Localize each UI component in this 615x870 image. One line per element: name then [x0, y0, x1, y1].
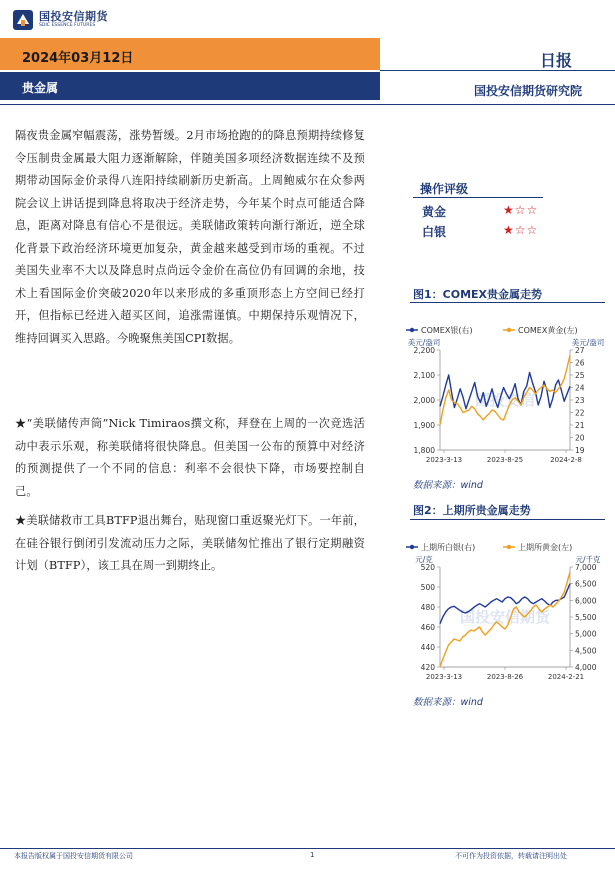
fig1-right-axis-label: 美元/盎司 [571, 338, 605, 347]
fig2-right-tick-label: 6,000 [575, 596, 597, 606]
institute-name: 国投安信期货研究院 [474, 84, 583, 98]
fig1-legend-label-0: COMEX银(右) [421, 326, 473, 335]
report-category: 贵金属 [22, 81, 59, 95]
fig2-right-tick-label: 5,000 [575, 629, 597, 639]
header-bottom-rule [0, 104, 615, 105]
rating-item-silver-label: 白银 [422, 225, 447, 239]
fig2-right-tick-label: 7,000 [575, 563, 597, 572]
fig2-right-axis-label: 元/千克 [575, 555, 601, 564]
fig2-watermark: 国投安信期货 [459, 608, 551, 626]
fig1-x-tick-label: 2023-8-25 [486, 456, 524, 464]
fig1-left-axis-label: 美元/盎司 [407, 338, 441, 347]
fig1-left-tick-label: 1,900 [413, 421, 435, 430]
fig2-x-tick-label: 2023-8-26 [486, 673, 524, 681]
fig2-left-axis-label: 元/克 [415, 555, 433, 564]
fig1-right-tick-label: 24 [575, 383, 585, 393]
footer-page-number: 1 [310, 851, 315, 859]
fig1-left-tick-label: 2,200 [413, 346, 435, 355]
fig1-legend-marker-0 [410, 328, 414, 332]
fig2-left-tick-label: 440 [420, 643, 435, 652]
fig1-right-tick-label: 27 [575, 346, 585, 355]
fig1-x-tick-label: 2024-2-8 [550, 456, 582, 464]
fig2-left-tick-label: 500 [420, 583, 435, 592]
fig1-right-tick-label: 19 [575, 446, 585, 455]
fig1-left-tick-label: 2,100 [413, 371, 435, 380]
logo-mark-icon [12, 9, 34, 31]
fig2-right-tick-label: 5,500 [575, 613, 597, 622]
figure-1-title: 图1：COMEX贵金属走势 [413, 288, 543, 301]
fig1-right-tick-label: 21 [575, 421, 585, 430]
footer-disclaimer: 不可作为投资依据，转载请注明出处 [455, 852, 567, 860]
header-divider [380, 70, 615, 71]
rating-divider [413, 197, 543, 198]
figure-1-source: 数据来源：wind [413, 480, 483, 491]
figure-2-title: 图2：上期所贵金属走势 [413, 504, 531, 517]
fig1-right-tick-label: 22 [575, 408, 585, 418]
fig1-right-tick-label: 20 [575, 433, 585, 443]
fig1-x-tick-label: 2023-3-13 [425, 456, 463, 464]
news-paragraph-2: ★美联储救市工具BTFP退出舞台，贴现窗口重返聚光灯下。一年前，在硅谷银行倒闭引发流动压力之际，美联储匆忙推出了银行定期融资计划（BTFP），该工具在周一到期终止。 [15, 514, 365, 572]
rating-item-gold-label: 黄金 [422, 205, 447, 219]
fig1-right-tick-label: 25 [575, 371, 585, 380]
report-date: 2024年03月12日 [22, 51, 134, 66]
fig2-legend-label-1: 上期所黄金(左) [518, 543, 573, 552]
fig2-left-tick-label: 460 [420, 623, 435, 632]
figure-2-source: 数据来源：wind [413, 697, 483, 708]
report-type: 日报 [540, 51, 573, 70]
fig1-left-tick-label: 2,000 [413, 396, 435, 405]
figure-1-rule [410, 302, 605, 303]
footer-rule [0, 848, 615, 849]
fig2-legend-marker-1 [507, 545, 511, 549]
fig2-right-tick-label: 6,500 [575, 579, 597, 589]
company-logo [12, 6, 172, 34]
market-summary-paragraph: 隔夜贵金属窄幅震荡，涨势暂缓。2月市场抢跑的的降息预期持续修复令压制贵金属最大阻力逐渐解除，伴随美国多项经济数据连续不及预期带动国际金价录得八连阳持续刷新历史新高。上周鲍威尔在众参两院会议上讲话提到降息将取决于经济走势，今年某个时点可能适合降息，距离对降息有信心不是很远。美联储政策转向渐行渐近，逆全球化背景下政治经济环境更加复杂，黄金越来越受到市场的重视。不过美国失业率不大以及降息时点尚远令金价在高位仍有回调的余地，技术上看国际金价突破2020年以来形成的多重顶形态上方空间已经打开，但指标已经进入超买区间，追涨需谨慎。中期保持乐观情况下，维持回调买入思路。今晚聚焦美国CPI数据。 [15, 129, 365, 345]
fig2-right-tick-label: 4,500 [575, 646, 597, 656]
fig2-x-tick-label: 2024-2-21 [547, 673, 585, 681]
fig2-left-tick-label: 480 [420, 603, 435, 612]
figure-2-rule [410, 519, 605, 520]
fig2-legend-marker-0 [410, 545, 414, 549]
rating-item-silver-stars: ★☆☆ [503, 223, 539, 237]
news-paragraph-1: ★“美联储传声筒”Nick Timiraos撰文称，拜登在上周的一次竞选活动中表示乐观，称美联储将很快降息。但美国一公布的预算中对经济的预测提供了一个不同的信息：利率不会很快下降，市场要控制自己。 [15, 417, 365, 498]
fig2-left-tick-label: 520 [420, 563, 435, 572]
fig1-watermark: 国投安信 [474, 391, 536, 409]
fig1-right-tick-label: 23 [575, 396, 585, 405]
fig2-x-tick-label: 2023-3-13 [425, 673, 463, 681]
figure-1-chart [398, 318, 610, 468]
logo-text: 国投安信期货 [39, 10, 108, 23]
fig2-right-tick-label: 4,000 [575, 663, 597, 672]
logo-subtext: SDIC ESSENCE FUTURES [39, 23, 96, 28]
fig1-left-tick-label: 1,800 [413, 446, 435, 455]
rating-title: 操作评级 [420, 182, 469, 196]
footer-copyright: 本报告版权属于国投安信期货有限公司 [14, 852, 133, 860]
figure-2-chart [398, 535, 610, 685]
fig1-legend-label-1: COMEX黄金(左) [518, 326, 578, 335]
fig2-legend-label-0: 上期所白银(右) [421, 543, 476, 552]
rating-item-gold-stars: ★☆☆ [503, 203, 539, 217]
fig2-left-tick-label: 420 [420, 663, 435, 672]
fig1-right-tick-label: 26 [575, 358, 585, 368]
fig1-legend-marker-1 [507, 328, 511, 332]
